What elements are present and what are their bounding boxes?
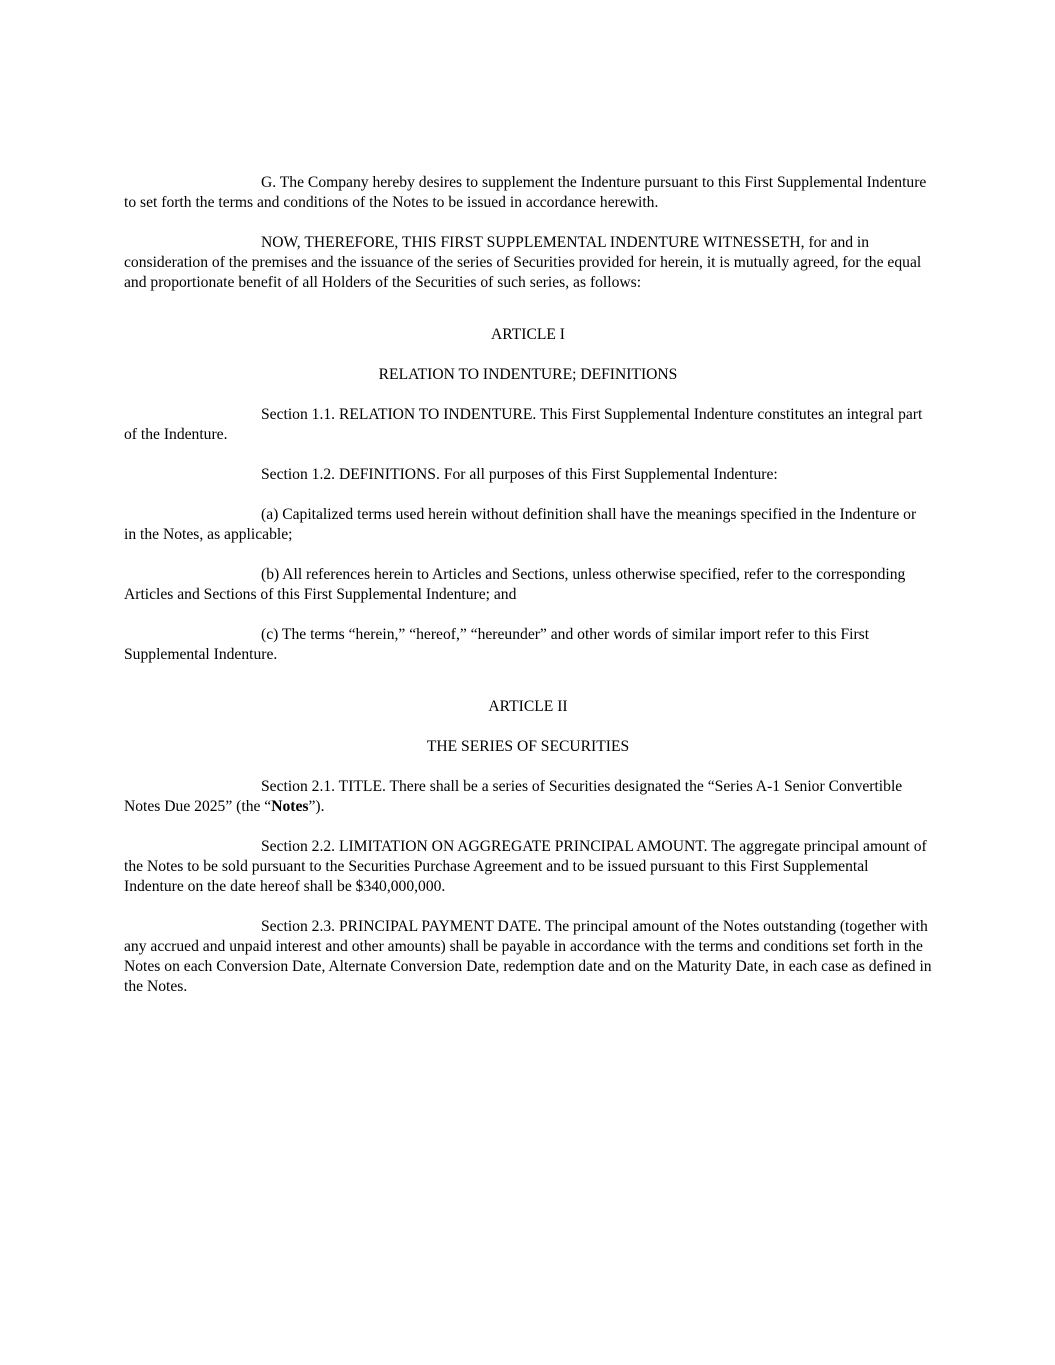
section-1-1: Section 1.1. RELATION TO INDENTURE. This First Supplemental Indenture constitutes an integral part of the Indenture.: [124, 406, 923, 443]
article-2-heading: ARTICLE II: [488, 698, 568, 715]
section-1-2-c: (c) The terms “herein,” “hereof,” “hereunder” and other words of similar import refer to this First Supplemental Indenture.: [124, 626, 870, 663]
section-2-3: Section 2.3. PRINCIPAL PAYMENT DATE. The principal amount of the Notes outstanding (together with any accrued and unpaid interest and other amounts) shall be payable in accordance with the terms and conditions set forth in the Notes on each Conversion Date, Alternate Conversion Date, redemption date and on the Maturity Date, in each case as defined in the Notes.: [124, 918, 932, 995]
section-2-2: Section 2.2. LIMITATION ON AGGREGATE PRINCIPAL AMOUNT. The aggregate principal amount of the Notes to be sold pursuant to the Securities Purchase Agreement and to be issued pursuant to this First Supplemental Indenture on the date hereof shall be $340,000,000.: [124, 838, 927, 895]
recital-g: G. The Company hereby desires to supplement the Indenture pursuant to this First Supplemental Indenture to set forth the terms and conditions of the Notes to be issued in accordance herewith.: [124, 174, 927, 211]
section-2-1-close: ”).: [308, 798, 325, 815]
notes-defined-term: Notes: [271, 798, 309, 815]
section-2-1: [124, 777, 932, 817]
section-1-2-b: (b) All references herein to Articles and Sections, unless otherwise specified, refer to the corresponding Articles and Sections of this First Supplemental Indenture; and: [124, 566, 906, 603]
section-2-1-text: Section 2.1. TITLE. There shall be a series of Securities designated the “Series A-1 Senior Convertible Notes Due 2025” (the “: [124, 778, 903, 815]
article-1-heading: ARTICLE I: [491, 326, 565, 343]
recital-now-therefore: NOW, THEREFORE, THIS FIRST SUPPLEMENTAL INDENTURE WITNESSETH, for and in consideration of the premises and the issuance of the series of Securities provided for herein, it is mutually agreed, for the equal and proportionate benefit of all Holders of the Securities of such series, as follows:: [124, 234, 922, 291]
section-1-2-a: (a) Capitalized terms used herein without definition shall have the meanings specified in the Indenture or in the Notes, as applicable;: [124, 506, 917, 543]
document-body: [124, 173, 932, 997]
article-1-title: RELATION TO INDENTURE; DEFINITIONS: [378, 366, 678, 383]
article-2-title: THE SERIES OF SECURITIES: [426, 738, 630, 755]
section-1-2: Section 1.2. DEFINITIONS. For all purposes of this First Supplemental Indenture:: [261, 466, 778, 483]
